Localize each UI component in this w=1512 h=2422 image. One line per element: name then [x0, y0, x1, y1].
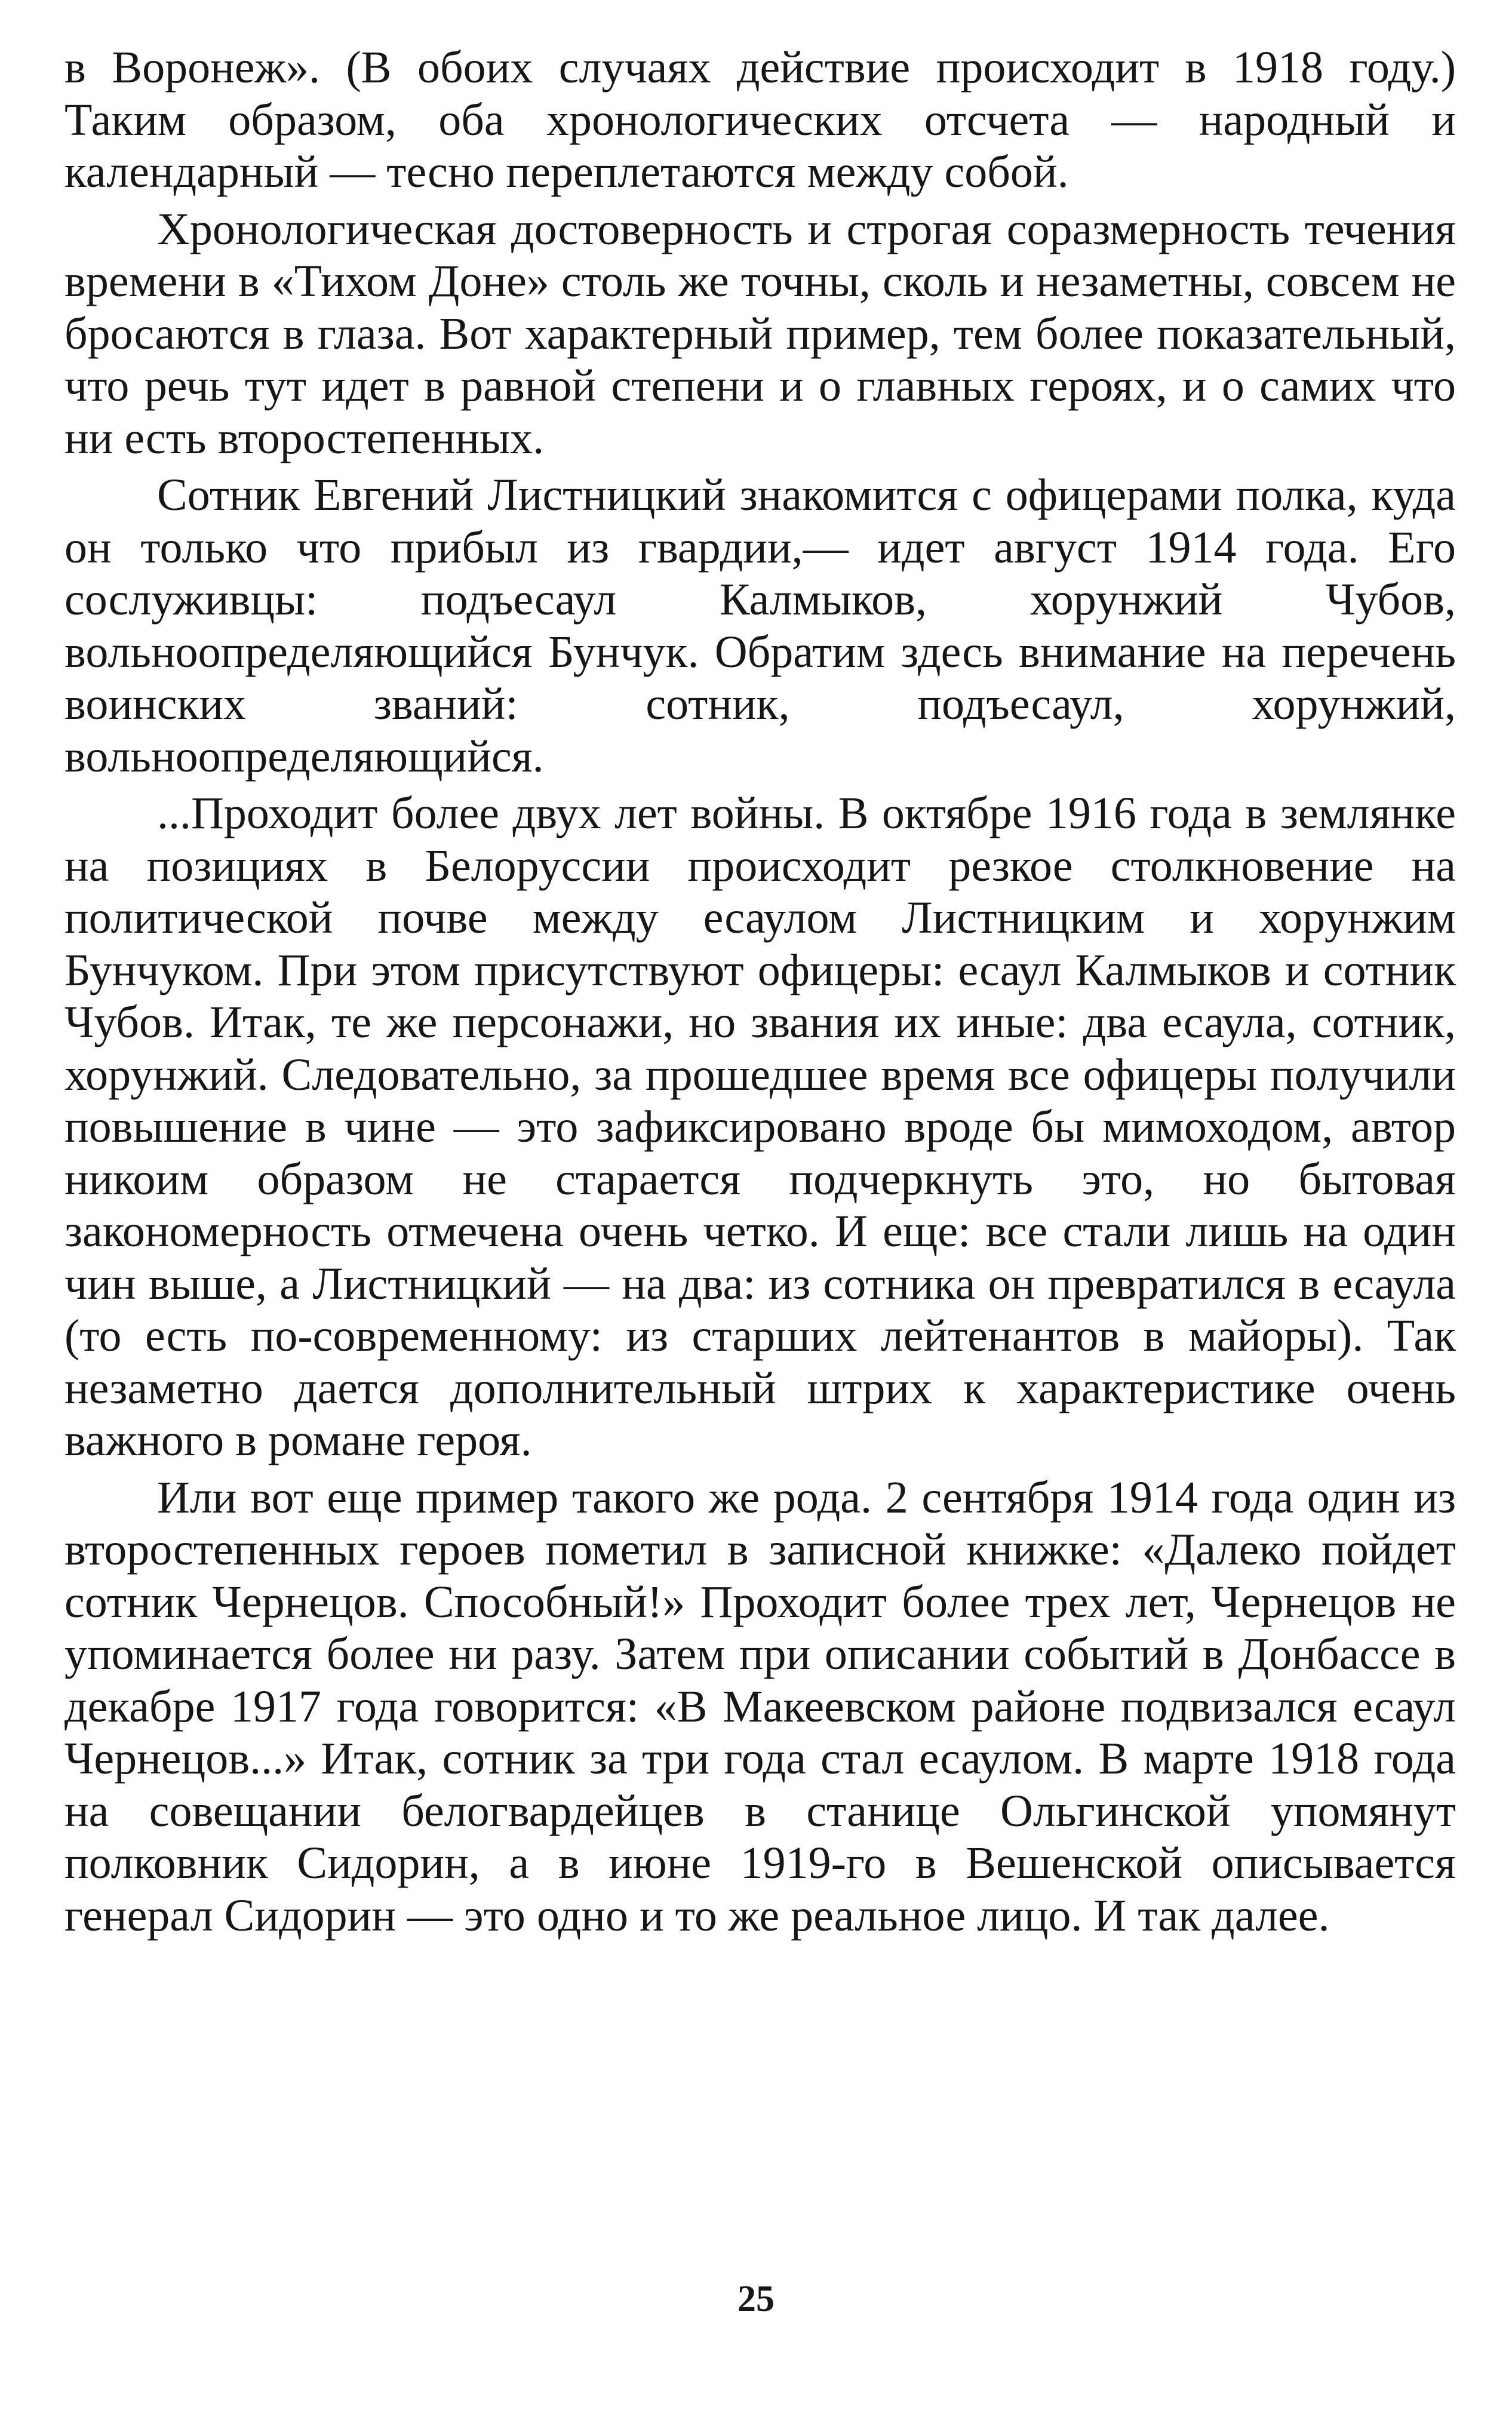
- paragraph-3: Сотник Евгений Листницкий знакомится с офицерами полка, куда он только что прибыл из гвардии,— идет август 1914 года. Его сослуживцы: подъесаул Калмыков, хорунжий Чубов, вольноопределяющийся Бунчук. Обратим здесь внимание на перечень воинских званий: сотник, подъесаул, хорунжий, вольноопределяющийся.: [64, 470, 1456, 782]
- paragraph-2: Хронологическая достоверность и строгая соразмерность течения времени в «Тихом Доне» столь же точны, сколь и незаметны, совсем не бросаются в глаза. Вот характерный пример, тем более показательный, что речь тут идет в равной степени и о главных героях, и о самих что ни есть второстепенных.: [64, 204, 1456, 463]
- paragraph-1: в Воронеж». (В обоих случаях действие происходит в 1918 году.) Таким образом, оба хронологических отсчета — народный и календарный — тесно переплетаются между собой.: [64, 42, 1456, 197]
- page-number: 25: [737, 2279, 775, 2319]
- paragraph-5: Или вот еще пример такого же рода. 2 сентября 1914 года один из второстепенных героев пометил в записной книжке: «Далеко пойдет сотник Чернецов. Способный!» Проходит более трех лет, Чернецов не упоминается более ни разу. Затем при описании событий в Донбассе в декабре 1917 года говорится: «В Макеевском районе подвизался есаул Чернецов...» Итак, сотник за три года стал есаулом. В марте 1918 года на совещании белогвардейцев в станице Ольгинской упомянут полковник Сидорин, а в июне 1919-го в Вешенской описывается генерал Сидорин — это одно и то же реальное лицо. И так далее.: [64, 1472, 1456, 1941]
- page-body: [64, 42, 1456, 1942]
- paragraph-4: ...Проходит более двух лет войны. В октябре 1916 года в землянке на позициях в Белоруссии происходит резкое столкновение на политической почве между есаулом Листницким и хорунжим Бунчуком. При этом присутствуют офицеры: есаул Калмыков и сотник Чубов. Итак, те же персонажи, но звания их иные: два есаула, сотник, хорунжий. Следовательно, за прошедшее время все офицеры получили повышение в чине — это зафиксировано вроде бы мимоходом, автор никоим образом не старается подчеркнуть это, но бытовая закономерность отмечена очень четко. И еще: все стали лишь на один чин выше, а Листницкий — на два: из сотника он превратился в есаула (то есть по-современному: из старших лейтенантов в майоры). Так незаметно дается дополнительный штрих к характеристике очень важного в романе героя.: [64, 788, 1456, 1465]
